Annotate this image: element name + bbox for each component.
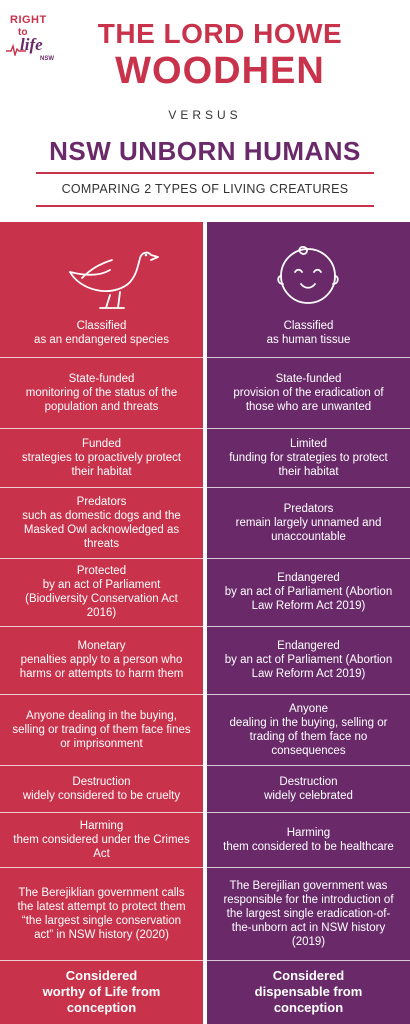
versus-label: VERSUS xyxy=(168,108,242,122)
title-line-1: THE LORD HOWE xyxy=(97,18,343,49)
right-cell-text: Anyone dealing in the buying, selling or trading of them face no consequences xyxy=(229,702,388,757)
woodhen-column xyxy=(0,222,203,1024)
right-comparison-cell xyxy=(207,487,410,558)
right-comparison-cell xyxy=(207,765,410,812)
left-cell-text: Predators such as domestic dogs and the Masked Owl acknowledged as threats xyxy=(22,495,181,550)
heartbeat-icon xyxy=(6,44,26,56)
logo-text-life: life xyxy=(20,35,43,54)
left-comparison-cell xyxy=(0,694,203,765)
left-cell-text: Destruction widely considered to be cruelty xyxy=(22,775,181,802)
right-cell-text: Limited funding for strategies to protect their habitat xyxy=(229,437,388,478)
left-comparison-cell xyxy=(0,558,203,626)
right-to-life-logo[interactable] xyxy=(6,12,62,68)
left-cell-text: State-funded monitoring of the status of the population and threats xyxy=(25,372,178,413)
divider-top xyxy=(36,172,374,174)
logo-text-right: RIGHT xyxy=(10,14,47,26)
left-cell-text: The Berejiklian government calls the latest attempt to protect them “the largest single conservation act” in NSW history (2020) xyxy=(17,886,186,941)
right-cell-text: Endangered by an act of Parliament (Abortion Law Reform Act 2019) xyxy=(224,572,393,612)
right-comparison-cell xyxy=(207,308,410,357)
right-cell-text: Classified as human tissue xyxy=(266,319,351,346)
subtitle: COMPARING 2 TYPES OF LIVING CREATURES xyxy=(61,182,349,196)
header xyxy=(0,0,410,222)
right-cell-text: The Berejilian government was responsible for the introduction of the largest single eradication-of-the-unborn act in NSW history (2019) xyxy=(223,879,394,948)
right-cell-text: State-funded provision of the eradication of those who are unwanted xyxy=(233,372,384,413)
left-cell-text: Anyone dealing in the buying, selling or trading of them face fines or imprisonment xyxy=(12,709,191,750)
left-comparison-cell xyxy=(0,428,203,487)
right-comparison-cell xyxy=(207,428,410,487)
left-comparison-cell xyxy=(0,357,203,428)
right-cell-text: Endangered by an act of Parliament (Abortion Law Reform Act 2019) xyxy=(224,640,393,680)
right-cell-text: Harming them considered to be healthcare xyxy=(223,826,394,853)
left-comparison-cell xyxy=(0,626,203,694)
left-cell-text: Considered worthy of Life from conception xyxy=(42,968,161,1015)
left-cell-text: Classified as an endangered species xyxy=(34,319,169,346)
right-cell-text: Destruction widely celebrated xyxy=(264,775,353,802)
left-comparison-cell xyxy=(0,308,203,357)
logo-text-nsw: NSW xyxy=(40,56,54,62)
title-line-3: NSW UNBORN HUMANS xyxy=(49,136,361,166)
right-comparison-cell xyxy=(207,867,410,960)
right-comparison-cell xyxy=(207,558,410,626)
left-cell-text: Protected by an act of Parliament (Biodiversity Conservation Act 2016) xyxy=(25,565,178,619)
left-cell-text: Funded strategies to proactively protect their habitat xyxy=(21,437,182,478)
title-line-2: WOODHEN xyxy=(115,50,325,92)
left-cell-text: Harming them considered under the Crimes Act xyxy=(13,819,190,860)
left-cell-text: Monetary penalties apply to a person who harms or attempts to harm them xyxy=(19,640,184,680)
right-comparison-cell xyxy=(207,626,410,694)
right-comparison-cell xyxy=(207,812,410,867)
divider-bottom xyxy=(36,205,374,207)
right-comparison-cell xyxy=(207,960,410,1024)
left-comparison-cell xyxy=(0,867,203,960)
left-comparison-cell xyxy=(0,960,203,1024)
left-comparison-cell xyxy=(0,487,203,558)
right-cell-text: Considered dispensable from conception xyxy=(254,968,363,1015)
left-comparison-cell xyxy=(0,812,203,867)
right-cell-text: Predators remain largely unnamed and unaccountable xyxy=(235,502,382,543)
right-comparison-cell xyxy=(207,357,410,428)
logo-text-to: to xyxy=(18,27,28,38)
unborn-column xyxy=(207,222,410,1024)
left-comparison-cell xyxy=(0,765,203,812)
right-comparison-cell xyxy=(207,694,410,765)
